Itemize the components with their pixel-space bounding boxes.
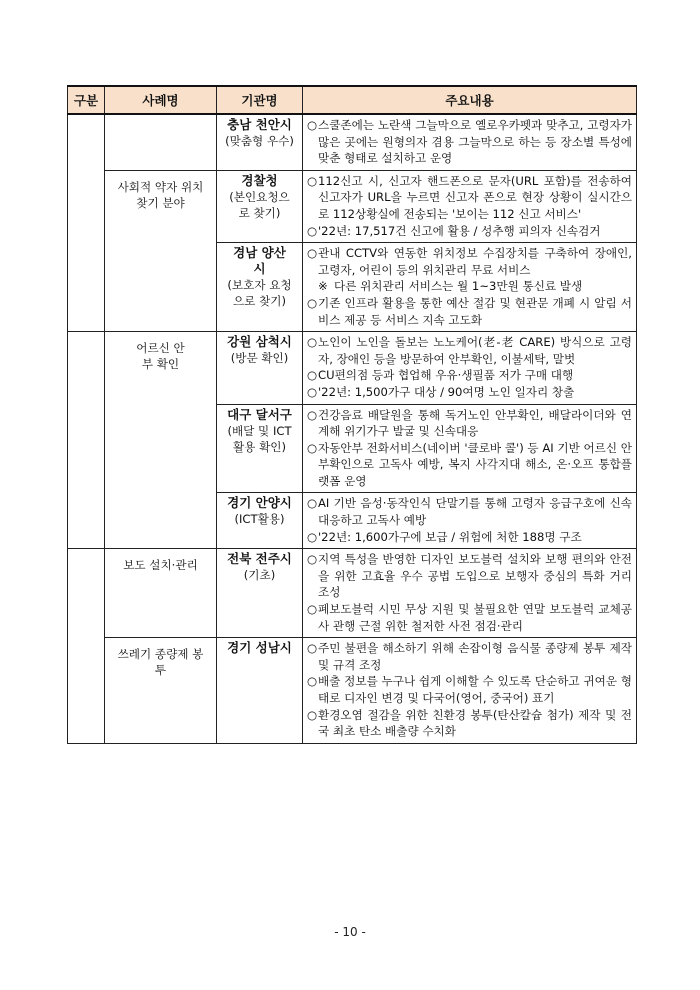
bullet-item: ○ 폐보도블럭 시민 무상 지원 및 불필요한 연말 보도블럭 교체공사 관행 근절 위한 철저한 사전 점검·관리 [307, 602, 632, 633]
header-case-name: 사례명 [105, 86, 217, 114]
bullet-item: ○ 관내 CCTV와 연동한 위치정보 수집장치를 구축하여 장애인, 고령자, 어린이 등의 위치관리 무료 서비스 [307, 246, 632, 277]
bullet-item: ○ 건강음료 배달원을 통해 독거노인 안부확인, 배달라이더와 연계해 위기가구 발굴 및 신속대응 [307, 407, 632, 439]
bullet-item: ○ '22년: 1,600가구에 보급 / 위험에 처한 188명 구조 [307, 529, 582, 544]
org-cell [217, 638, 303, 744]
case-name-cell [105, 114, 217, 170]
org-name: 경기 성남시 [227, 640, 292, 656]
header-category: 구분 [68, 86, 105, 114]
bullet-item: ○ 지역 특성을 반영한 디자인 보도블럭 설치와 보행 편의와 안전을 위한 고효율 우수 공법 도입으로 보행자 중심의 특화 거리 조성 [307, 552, 632, 600]
org-subtitle: (보호자 요청으로 찾기) [227, 278, 292, 309]
category-cell [68, 114, 105, 332]
bullet-circle-icon: ○ [307, 335, 318, 350]
bullet-circle-icon: ○ [307, 641, 318, 656]
bullet-item: ○ 112신고 시, 신고자 핸드폰으로 문자(URL 포함)를 전송하여 신고자가 URL을 누르면 신고자 폰으로 현장 상황이 실시간으로 112상황실에 전송되는 '보이는 112 신고 서비스' [307, 173, 632, 221]
content-cell [303, 638, 637, 744]
org-cell [217, 114, 303, 170]
content-cell [303, 114, 637, 170]
bullet-item: ○ AI 기반 음성·동작인식 단말기를 통해 고령자 응급구호에 신속 대응하고 고독사 예방 [307, 496, 632, 528]
bullet-item: ○ 배출 정보를 누구나 쉽게 이해할 수 있도록 단순하고 귀여운 형태로 디자인 변경 및 다국어(영어, 중국어) 표기 [307, 674, 632, 705]
note-item: ※ 다른 위치관리 서비스는 월 1~3만원 통신료 발생 [318, 279, 583, 294]
org-subtitle: (기초) [243, 568, 276, 583]
bullet-item: ○ 주민 불편을 해소하기 위해 손잡이형 음식물 종량제 봉투 제작 및 규격 조정 [307, 641, 632, 672]
case-name-cell: 쓰레기 종량제 봉투 [105, 638, 217, 744]
note-reference-icon: ※ [318, 279, 328, 294]
content-cell [303, 549, 637, 638]
bullet-circle-icon: ○ [307, 552, 318, 567]
bullet-circle-icon: ○ [307, 384, 318, 399]
org-name: 충남 천안시 [227, 117, 292, 132]
table-row [68, 638, 637, 744]
org-name: 전북 전주시 [227, 551, 292, 567]
category-cell [68, 549, 105, 744]
org-name: 대구 달서구 [227, 406, 292, 422]
header-main-content: 주요내용 [303, 86, 637, 114]
org-subtitle: (방문 확인) [230, 351, 289, 366]
case-name-cell: 사회적 약자 위치 찾기 분야 [105, 170, 217, 331]
content-cell [303, 332, 637, 404]
org-cell [217, 404, 303, 493]
case-name-cell: 어르신 안부 확인 [105, 332, 217, 549]
bullet-item: ○ 기존 인프라 활용을 통한 예산 절감 및 현관문 개폐 시 알림 서비스 제공 등 서비스 지속 고도화 [307, 295, 632, 327]
content-cell [303, 493, 637, 549]
org-subtitle: (ICT활용) [234, 512, 285, 527]
org-name: 경찰청 [241, 172, 278, 188]
org-subtitle: (본인요청으로 찾기) [229, 189, 290, 220]
org-name: 경남 양산시 [233, 245, 286, 277]
bullet-item: ○ '22년: 1,500가구 대상 / 90여명 노인 일자리 창출 [307, 384, 575, 399]
table-row [68, 332, 637, 404]
bullet-circle-icon: ○ [307, 173, 318, 188]
content-cell [303, 170, 637, 242]
table-row [68, 549, 637, 638]
bullet-circle-icon: ○ [307, 223, 318, 238]
org-subtitle: (맞춤형 우수) [225, 134, 294, 148]
bullet-circle-icon: ○ [307, 602, 318, 617]
header-org-name: 기관명 [217, 86, 303, 114]
bullet-circle-icon: ○ [307, 118, 318, 132]
bullet-circle-icon: ○ [307, 529, 318, 544]
bullet-item: ○ 자동안부 전화서비스(네이버 '클로바 콜') 등 AI 기반 어르신 안부확인으로 고독사 예방, 복지 사각지대 해소, 온·오프 통합플랫폼 운영 [307, 440, 632, 488]
bullet-item: ○ 노인이 노인을 돌보는 노노케어(老-老 CARE) 방식으로 고령자, 장애인 등을 방문하여 안부확인, 이불세탁, 말벗 [307, 335, 632, 366]
org-cell [217, 170, 303, 242]
org-cell [217, 243, 303, 332]
bullet-circle-icon: ○ [307, 440, 318, 455]
bullet-circle-icon: ○ [307, 674, 318, 689]
table-row [68, 114, 637, 170]
table-row [68, 170, 637, 242]
case-name-cell: 보도 설치·관리 [105, 549, 217, 638]
bullet-item: ○ CU편의점 등과 협업해 우유·생필품 저가 구매 대행 [307, 368, 574, 383]
bullet-item: ○ '22년: 17,517건 신고에 활용 / 성추행 피의자 신속검거 [307, 223, 601, 238]
bullet-circle-icon: ○ [307, 496, 318, 511]
bullet-circle-icon: ○ [307, 295, 318, 310]
org-cell [217, 493, 303, 549]
page-number: - 10 - [334, 925, 366, 939]
bullet-item: ○ 환경오염 절감을 위한 친환경 봉투(탄산칼슘 첨가) 제작 및 전국 최초 탄소 배출량 수치화 [307, 707, 632, 739]
bullet-circle-icon: ○ [307, 407, 318, 422]
cases-table [67, 85, 637, 744]
category-cell [68, 332, 105, 549]
org-cell [217, 332, 303, 404]
bullet-item: ○ 스쿨존에는 노란색 그늘막으로 옐로우카펫과 맞추고, 고령자가 많은 곳에는 원형의자 겸용 그늘막으로 하는 등 장소별 특성에 맞춘 형태로 설치하고 운영 [307, 118, 632, 166]
bullet-circle-icon: ○ [307, 707, 318, 722]
content-cell [303, 404, 637, 493]
bullet-circle-icon: ○ [307, 368, 318, 383]
bullet-circle-icon: ○ [307, 246, 318, 261]
org-name: 경기 안양시 [227, 495, 292, 511]
table-header-row [68, 86, 637, 114]
org-subtitle: (배달 및 ICT 활용 확인) [227, 423, 292, 454]
org-name: 강원 삼척시 [227, 334, 292, 350]
org-cell [217, 549, 303, 638]
content-cell [303, 243, 637, 332]
